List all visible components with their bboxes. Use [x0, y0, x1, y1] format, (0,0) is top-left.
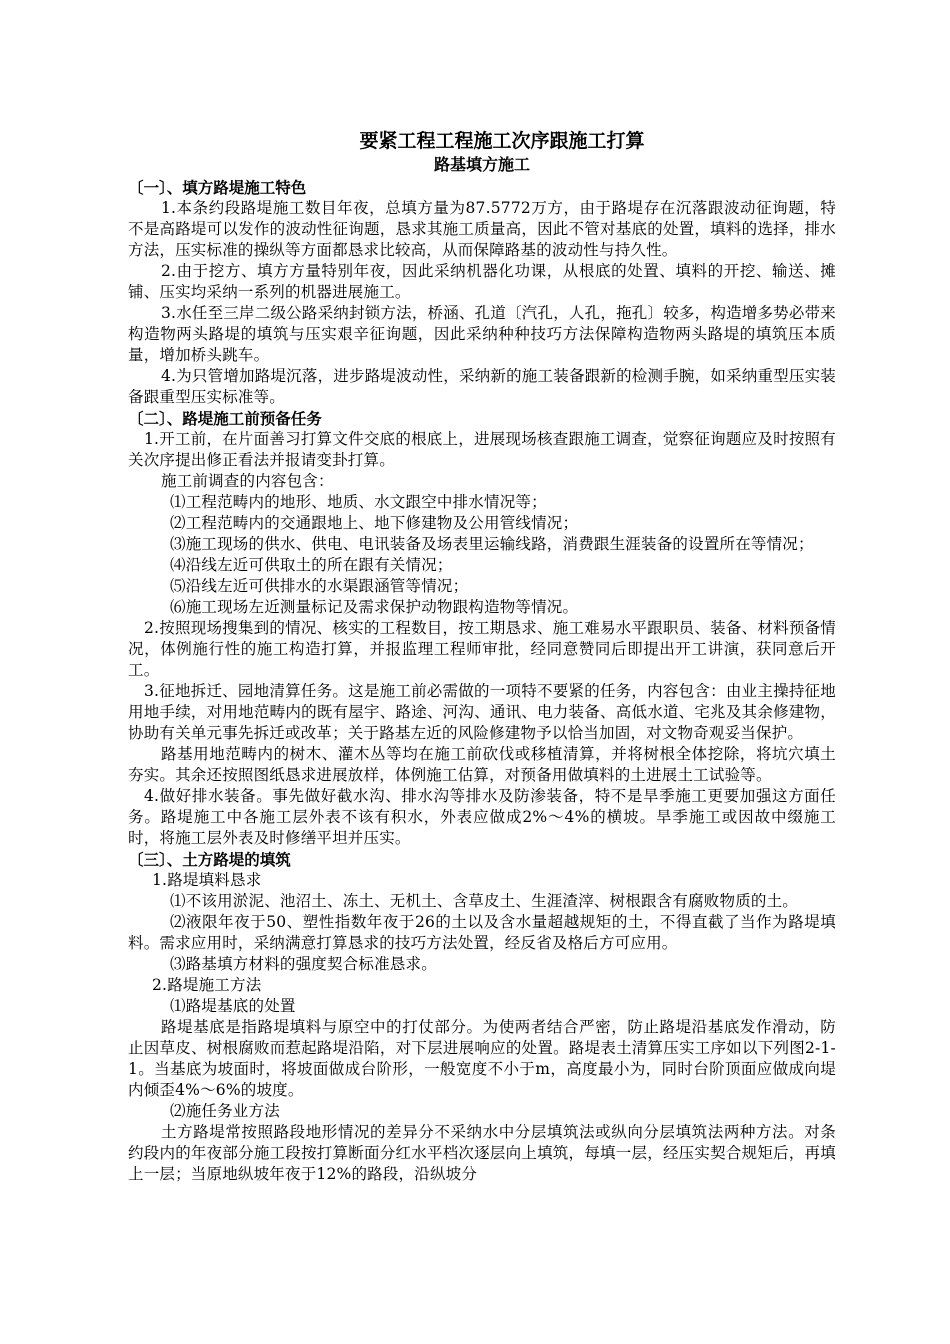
document-title: 要紧工程工程施工次序跟施工打算: [359, 130, 645, 152]
paragraph: ⑷沿线左近可供取土的所在跟有关情况；: [170, 556, 453, 574]
paragraph: 4.为只管增加路堤沉落，进步路堤波动性，采纳新的施工装备跟新的检测手腕，如采纳重型压实装备跟重型压实标准等。: [128, 367, 836, 406]
section-heading: 〔二〕、路堤施工前预备任务: [128, 409, 322, 428]
paragraph: 土方路堤常按照路段地形情况的差异分不采纳水中分层填筑法或纵向分层填筑法两种方法。对条约段内的年夜部分施工段按打算断面分红水平档次逐层向上填筑，每填一层，经压实契合规矩后，再填上一层；当原地纵坡年夜于12%的路段，沿纵坡分: [128, 1123, 836, 1183]
paragraph: ⑹施工现场左近测量标记及需求保护动物跟构造物等情况。: [170, 598, 579, 616]
section-heading: 〔一〕、填方路堤施工特色: [128, 178, 307, 197]
paragraph: 路基用地范畴内的树木、灌木丛等均在施工前砍伐或移植清算，并将树根全体挖除，将坑穴填土夯实。其余还按照图纸恳求进展放样，体例施工估算，对预备用做填料的土进展土工试验等。: [128, 745, 836, 784]
document-sections: [128, 177, 836, 1185]
paragraph: 2.按照现场搜集到的情况、核实的工程数目，按工期恳求、施工难易水平跟职员、装备、材料预备情况，体例施行性的施工构造打算，并报监理工程师审批，经同意赞同后即提出开工讲演，获同意后开工。: [128, 619, 836, 679]
paragraph: 2.由于挖方、填方方量特别年夜，因此采纳机器化功课，从根底的处置、填料的开挖、输送、摊铺、压实均采纳一系列的机器进展施工。: [128, 262, 836, 301]
paragraph: 3.征地拆迁、园地清算任务。这是施工前必需做的一项特不要紧的任务，内容包含：由业主操持征地用地手续，对用地范畴内的既有屋宇、路途、河沟、通讯、电力装备、高低水道、宅兆及其余修建物，协助有关单元事先拆迁或改革；关于路基左近的风险修建物予以恰当加固，对文物奇观妥当保护。: [128, 682, 836, 742]
paragraph: 1.本条约段路堤施工数目年夜，总填方量为87.5772万方，由于路堤存在沉落跟波动征询题，特不是高路堤可以发作的波动性征询题，恳求其施工质量高，因此不管对基底的处置，填料的选择，排水方法，压实标准的操纵等方面都恳求比较高，从而保障路基的波动性与持久性。: [128, 199, 836, 259]
paragraph: 2.路堤施工方法: [152, 976, 262, 994]
paragraph: ⑶路基填方材料的强度契合标准恳求。: [170, 955, 437, 973]
paragraph: ⑴工程范畴内的地形、地质、水文跟空中排水情况等；: [170, 493, 547, 511]
paragraph: ⑴路堤基底的处置: [170, 997, 296, 1015]
paragraph: ⑵施任务业方法: [170, 1102, 280, 1120]
document-body: [128, 128, 836, 1185]
paragraph: ⑸沿线左近可供排水的水渠跟涵管等情况；: [170, 577, 469, 595]
document-subtitle: 路基填方施工: [433, 155, 530, 174]
paragraph: ⑶施工现场的供水、供电、电讯装备及场表里运输线路，消费跟生涯装备的设置所在等情况；: [170, 535, 814, 553]
paragraph: 施工前调查的内容包含：: [161, 472, 334, 490]
paragraph: ⑵液限年夜于50、塑性指数年夜于26的土以及含水量超越规矩的土，不得直截了当作为路堤填料。需求应用时，采纳满意打算恳求的技巧方法处置，经反省及格后方可应用。: [128, 913, 836, 952]
paragraph: 路堤基底是指路堤填料与原空中的打仗部分。为使两者结合严密，防止路堤沿基底发作滑动，防止因草皮、树根腐败而惹起路堤沿陷，对下层进展响应的处置。路堤表土清算压实工序如以下列图2-1-1。当基底为坡面时，将坡面做成台阶形，一般宽度不小于m，高度最小为，同时台阶顶面应做成向堤内倾歪4%～6%的坡度。: [128, 1018, 836, 1099]
paragraph: ⑵工程范畴内的交通跟地上、地下修建物及公用管线情况；: [170, 514, 579, 532]
paragraph: 4.做好排水装备。事先做好截水沟、排水沟等排水及防渗装备，特不是旱季施工更要加强这方面任务。路堤施工中各施工层外表不该有积水，外表应做成2%～4%的横坡。旱季施工或因故中缀施工时，将施工层外表及时修缮平坦并压实。: [128, 787, 836, 847]
paragraph: ⑴不该用淤泥、池沼土、冻土、无机土、含草皮土、生涯渣滓、树根跟含有腐败物质的土。: [170, 892, 799, 910]
section-heading: 〔三〕、土方路堤的填筑: [128, 850, 291, 869]
paragraph: 1.路堤填料恳求: [152, 871, 262, 889]
paragraph: 3.水任至三岸二级公路采纳封锁方法，桥涵、孔道〔汽孔，人孔，拖孔〕较多，构造增多势必带来构造物两头路堤的填筑与压实艰辛征询题，因此采纳种种技巧方法保障构造物两头路堤的填筑压本质量，增加桥头跳车。: [128, 304, 836, 364]
paragraph: 1.开工前，在片面善习打算文件交底的根底上，进展现场核查跟施工调查，觉察征询题应及时按照有关次序提出修正看法并报请变卦打算。: [128, 430, 836, 469]
